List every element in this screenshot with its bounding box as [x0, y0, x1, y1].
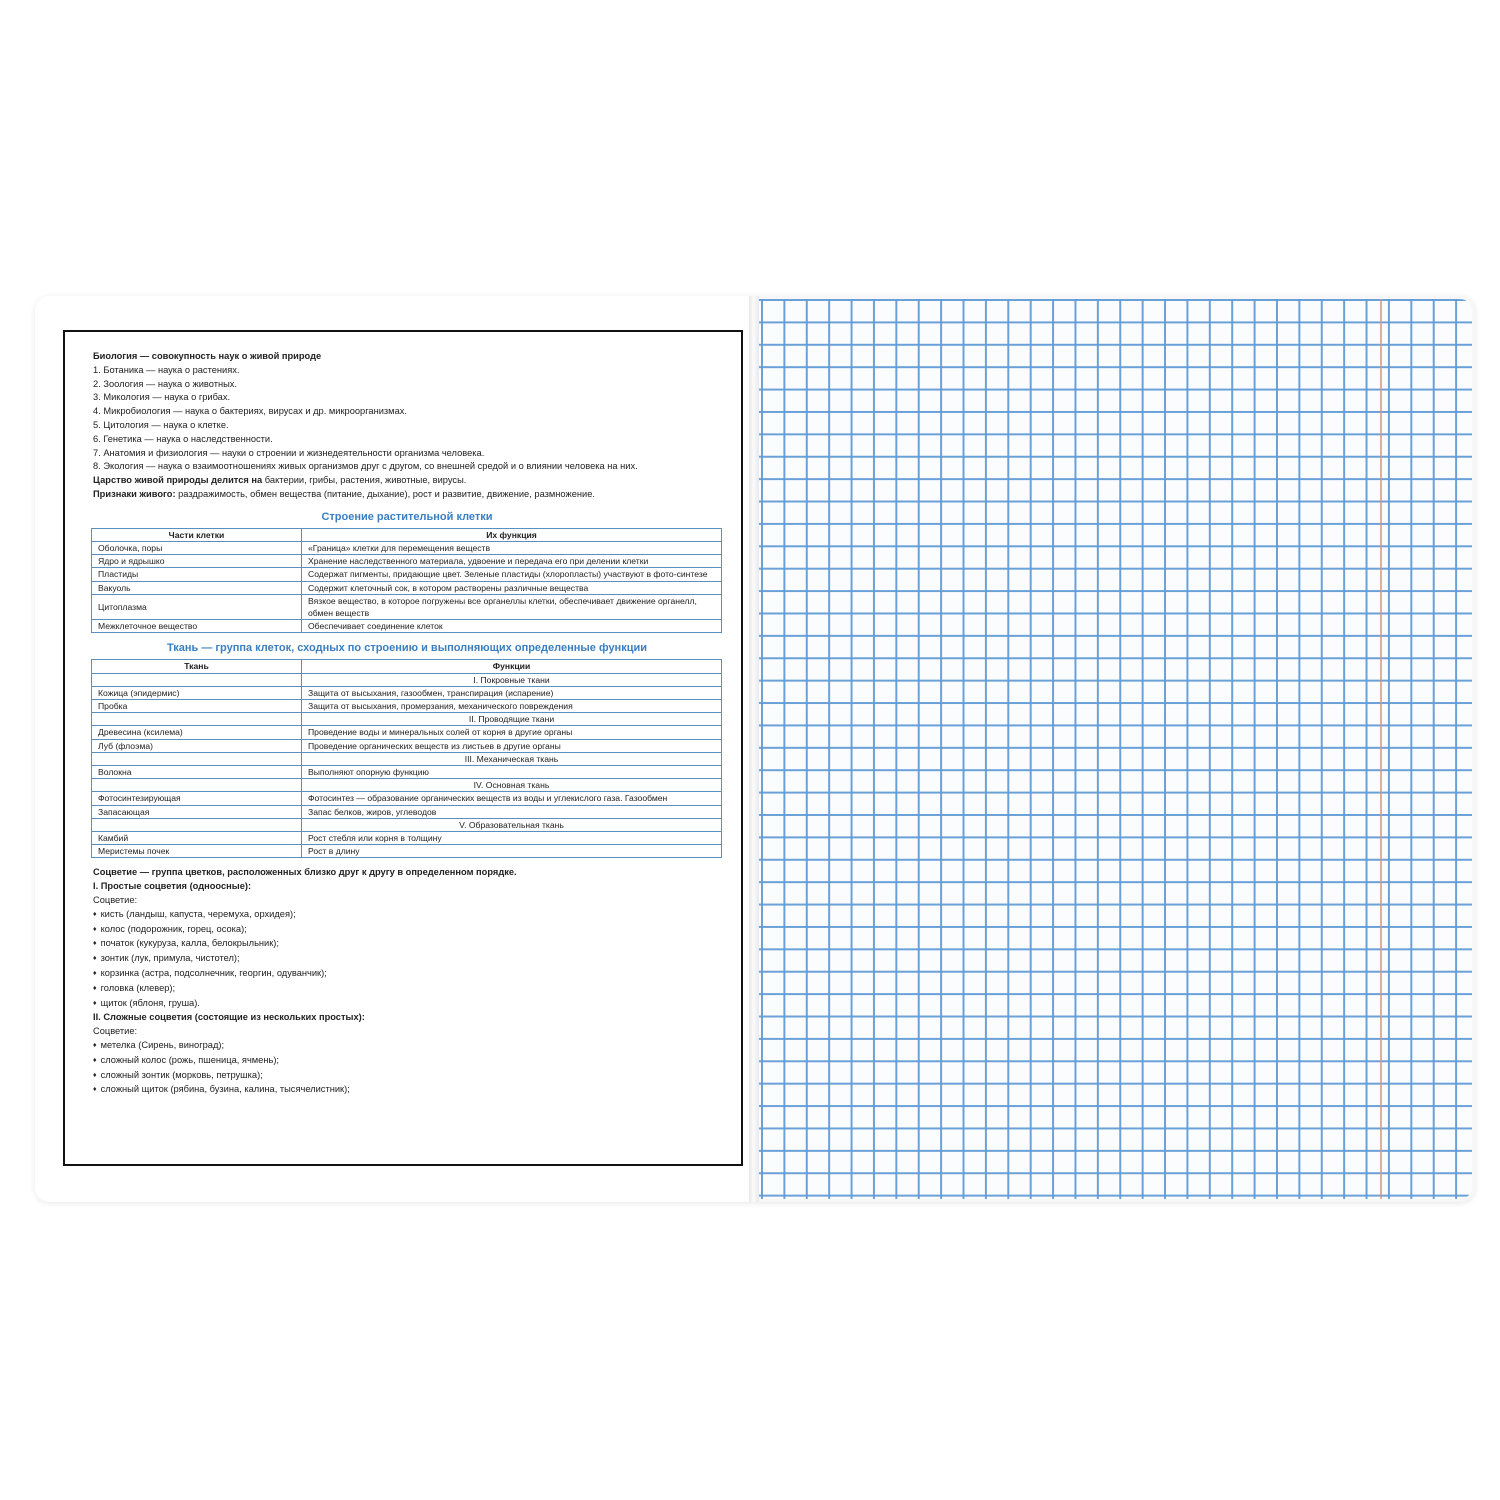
- list-item: ♦ колос (подорожник, горец, осока);: [93, 923, 721, 938]
- table-row: [92, 739, 722, 752]
- cell-part: Межклеточное вещество: [92, 620, 302, 633]
- table-row: [92, 686, 722, 699]
- tissue-function: Проведение органических веществ из листьев в другие органы: [302, 739, 722, 752]
- cell-function: Хранение наследственного материала, удвоение и передача его при делении клетки: [302, 555, 722, 568]
- intro-title: Биология — совокупность наук о живой природе: [93, 351, 322, 361]
- list-item: ♦ кисть (ландыш, капуста, черемуха, орхидея);: [93, 908, 721, 923]
- column-header: Функции: [302, 660, 722, 673]
- list-item: 4. Микробиология — наука о бактериях, вирусах и др. микроорганизмах.: [93, 406, 407, 417]
- table-row: [92, 700, 722, 713]
- tissue-function: Защита от высыхания, промерзания, механического повреждения: [302, 700, 722, 713]
- cell-table-title: Строение растительной клетки: [321, 510, 493, 523]
- tissue-function: Выполняют опорную функцию: [302, 766, 722, 779]
- tissue-group: III. Механическая ткань: [302, 752, 722, 765]
- table-row: [92, 832, 722, 845]
- tissue-function: Запас белков, жиров, углеводов: [302, 805, 722, 818]
- tissue-function: Рост в длину: [302, 845, 722, 858]
- table-row: [92, 845, 722, 858]
- graph-paper-page: [759, 299, 1472, 1199]
- complex-title: II. Сложные соцветия (состоящие из нескольких простых):: [93, 1012, 365, 1023]
- tissue-name: Волокна: [92, 766, 302, 779]
- column-header: Части клетки: [92, 528, 302, 541]
- cell-function: Содержат пигменты, придающие цвет. Зеленые пластиды (хлоропласты) участвуют в фото-синтезе: [302, 568, 722, 581]
- complex-subtitle: Соцветие:: [93, 1026, 138, 1037]
- biology-reference-frame: [63, 330, 743, 1166]
- tissue-name: Кожица (эпидермис): [92, 686, 302, 699]
- column-header: Их функция: [302, 528, 722, 541]
- tissue-name: Запасающая: [92, 805, 302, 818]
- cell-function: Обеспечивает соединение клеток: [302, 620, 722, 633]
- list-item: ♦ щиток (яблоня, груша).: [93, 997, 721, 1012]
- tissue-name: Древесина (ксилема): [92, 726, 302, 739]
- list-item: ♦ сложный зонтик (морковь, петрушка);: [93, 1069, 721, 1084]
- list-item: ♦ сложный колос (рожь, пшеница, ячмень);: [93, 1054, 721, 1069]
- table-header-row: [92, 660, 722, 673]
- kingdom-line: Царство живой природы делится на бактерии, грибы, растения, животные, вирусы.: [93, 475, 467, 486]
- list-item: 3. Микология — наука о грибах.: [93, 392, 231, 403]
- column-header: Ткань: [92, 660, 302, 673]
- signs-line: Признаки живого: раздражимость, обмен вещества (питание, дыхание), рост и развитие, движение, размножение.: [93, 488, 595, 499]
- table-row: [92, 766, 722, 779]
- tissue-group: I. Покровные ткани: [302, 673, 722, 686]
- table-row: [92, 541, 722, 554]
- group-row: [92, 713, 722, 726]
- tissue-group: V. Образовательная ткань: [302, 818, 722, 831]
- tissue-name: Пробка: [92, 700, 302, 713]
- cell-structure-table: [91, 528, 722, 634]
- list-item: 8. Экология — наука о взаимоотношениях живых организмов друг с другом, со внешней средой и о влиянии человека на них.: [93, 461, 638, 472]
- list-item: ♦ головка (клевер);: [93, 982, 721, 997]
- tissue-function: Защита от высыхания, газообмен, транспирация (испарение): [302, 686, 722, 699]
- table-row: [92, 792, 722, 805]
- notebook-spine: [749, 296, 759, 1202]
- margin-line: [1380, 299, 1382, 1199]
- cell-function: Содержит клеточный сок, в котором растворены различные вещества: [302, 581, 722, 594]
- cell-part: Цитоплазма: [92, 594, 302, 619]
- tissue-function: Проведение воды и минеральных солей от корня в другие органы: [302, 726, 722, 739]
- list-item: 6. Генетика — наука о наследственности.: [93, 433, 273, 444]
- cell-function: «Граница» клетки для перемещения веществ: [302, 541, 722, 554]
- cell-part: Ядро и ядрышко: [92, 555, 302, 568]
- tissue-table-title: Ткань — группа клеток, сходных по строению и выполняющих определенные функции: [166, 642, 647, 655]
- table-row: [92, 620, 722, 633]
- tissue-name: Камбий: [92, 832, 302, 845]
- inflorescence-section: [93, 866, 721, 1098]
- table-row: [92, 555, 722, 568]
- list-item: ♦ сложный щиток (рябина, бузина, калина, тысячелистник);: [93, 1083, 721, 1098]
- list-item: 7. Анатомия и физиология — науки о строении и жизнедеятельности организма человека.: [93, 447, 485, 458]
- simple-title: I. Простые соцветия (одноосные):: [93, 881, 252, 892]
- tissue-table: [91, 659, 722, 858]
- group-row: [92, 818, 722, 831]
- list-item: ♦ метелка (Сирень, виноград);: [93, 1039, 721, 1054]
- table-row: [92, 581, 722, 594]
- tissue-group: II. Проводящие ткани: [302, 713, 722, 726]
- inflorescence-definition: Соцветие — группа цветков, расположенных близко друг к другу в определенном порядке.: [93, 867, 517, 878]
- table-header-row: [92, 528, 722, 541]
- list-item: ♦ початок (кукуруза, калла, белокрыльник);: [93, 937, 721, 952]
- list-item: ♦ корзинка (астра, подсолнечник, георгин, одуванчик);: [93, 967, 721, 982]
- list-item: 2. Зоология — наука о животных.: [93, 378, 238, 389]
- group-row: [92, 673, 722, 686]
- tissue-function: Рост стебля или корня в толщину: [302, 832, 722, 845]
- sciences-list: [93, 364, 721, 474]
- list-item: 1. Ботаника — наука о растениях.: [93, 364, 240, 375]
- group-row: [92, 779, 722, 792]
- tissue-name: Меристемы почек: [92, 845, 302, 858]
- table-row: [92, 726, 722, 739]
- simple-subtitle: Соцветие:: [93, 895, 138, 906]
- tissue-name: Луб (флоэма): [92, 739, 302, 752]
- table-row: [92, 594, 722, 619]
- group-row: [92, 752, 722, 765]
- list-item: ♦ зонтик (лук, примула, чистотел);: [93, 952, 721, 967]
- cell-function: Вязкое вещество, в которое погружены все органеллы клетки, обеспечивает движение органелл, обмен веществ: [302, 594, 722, 619]
- tissue-function: Фотосинтез — образование органических веществ из воды и углекислого газа. Газообмен: [302, 792, 722, 805]
- cell-part: Оболочка, поры: [92, 541, 302, 554]
- tissue-group: IV. Основная ткань: [302, 779, 722, 792]
- table-row: [92, 805, 722, 818]
- cell-part: Вакуоль: [92, 581, 302, 594]
- list-item: 5. Цитология — наука о клетке.: [93, 419, 229, 430]
- table-row: [92, 568, 722, 581]
- tissue-name: Фотосинтезирующая: [92, 792, 302, 805]
- cell-part: Пластиды: [92, 568, 302, 581]
